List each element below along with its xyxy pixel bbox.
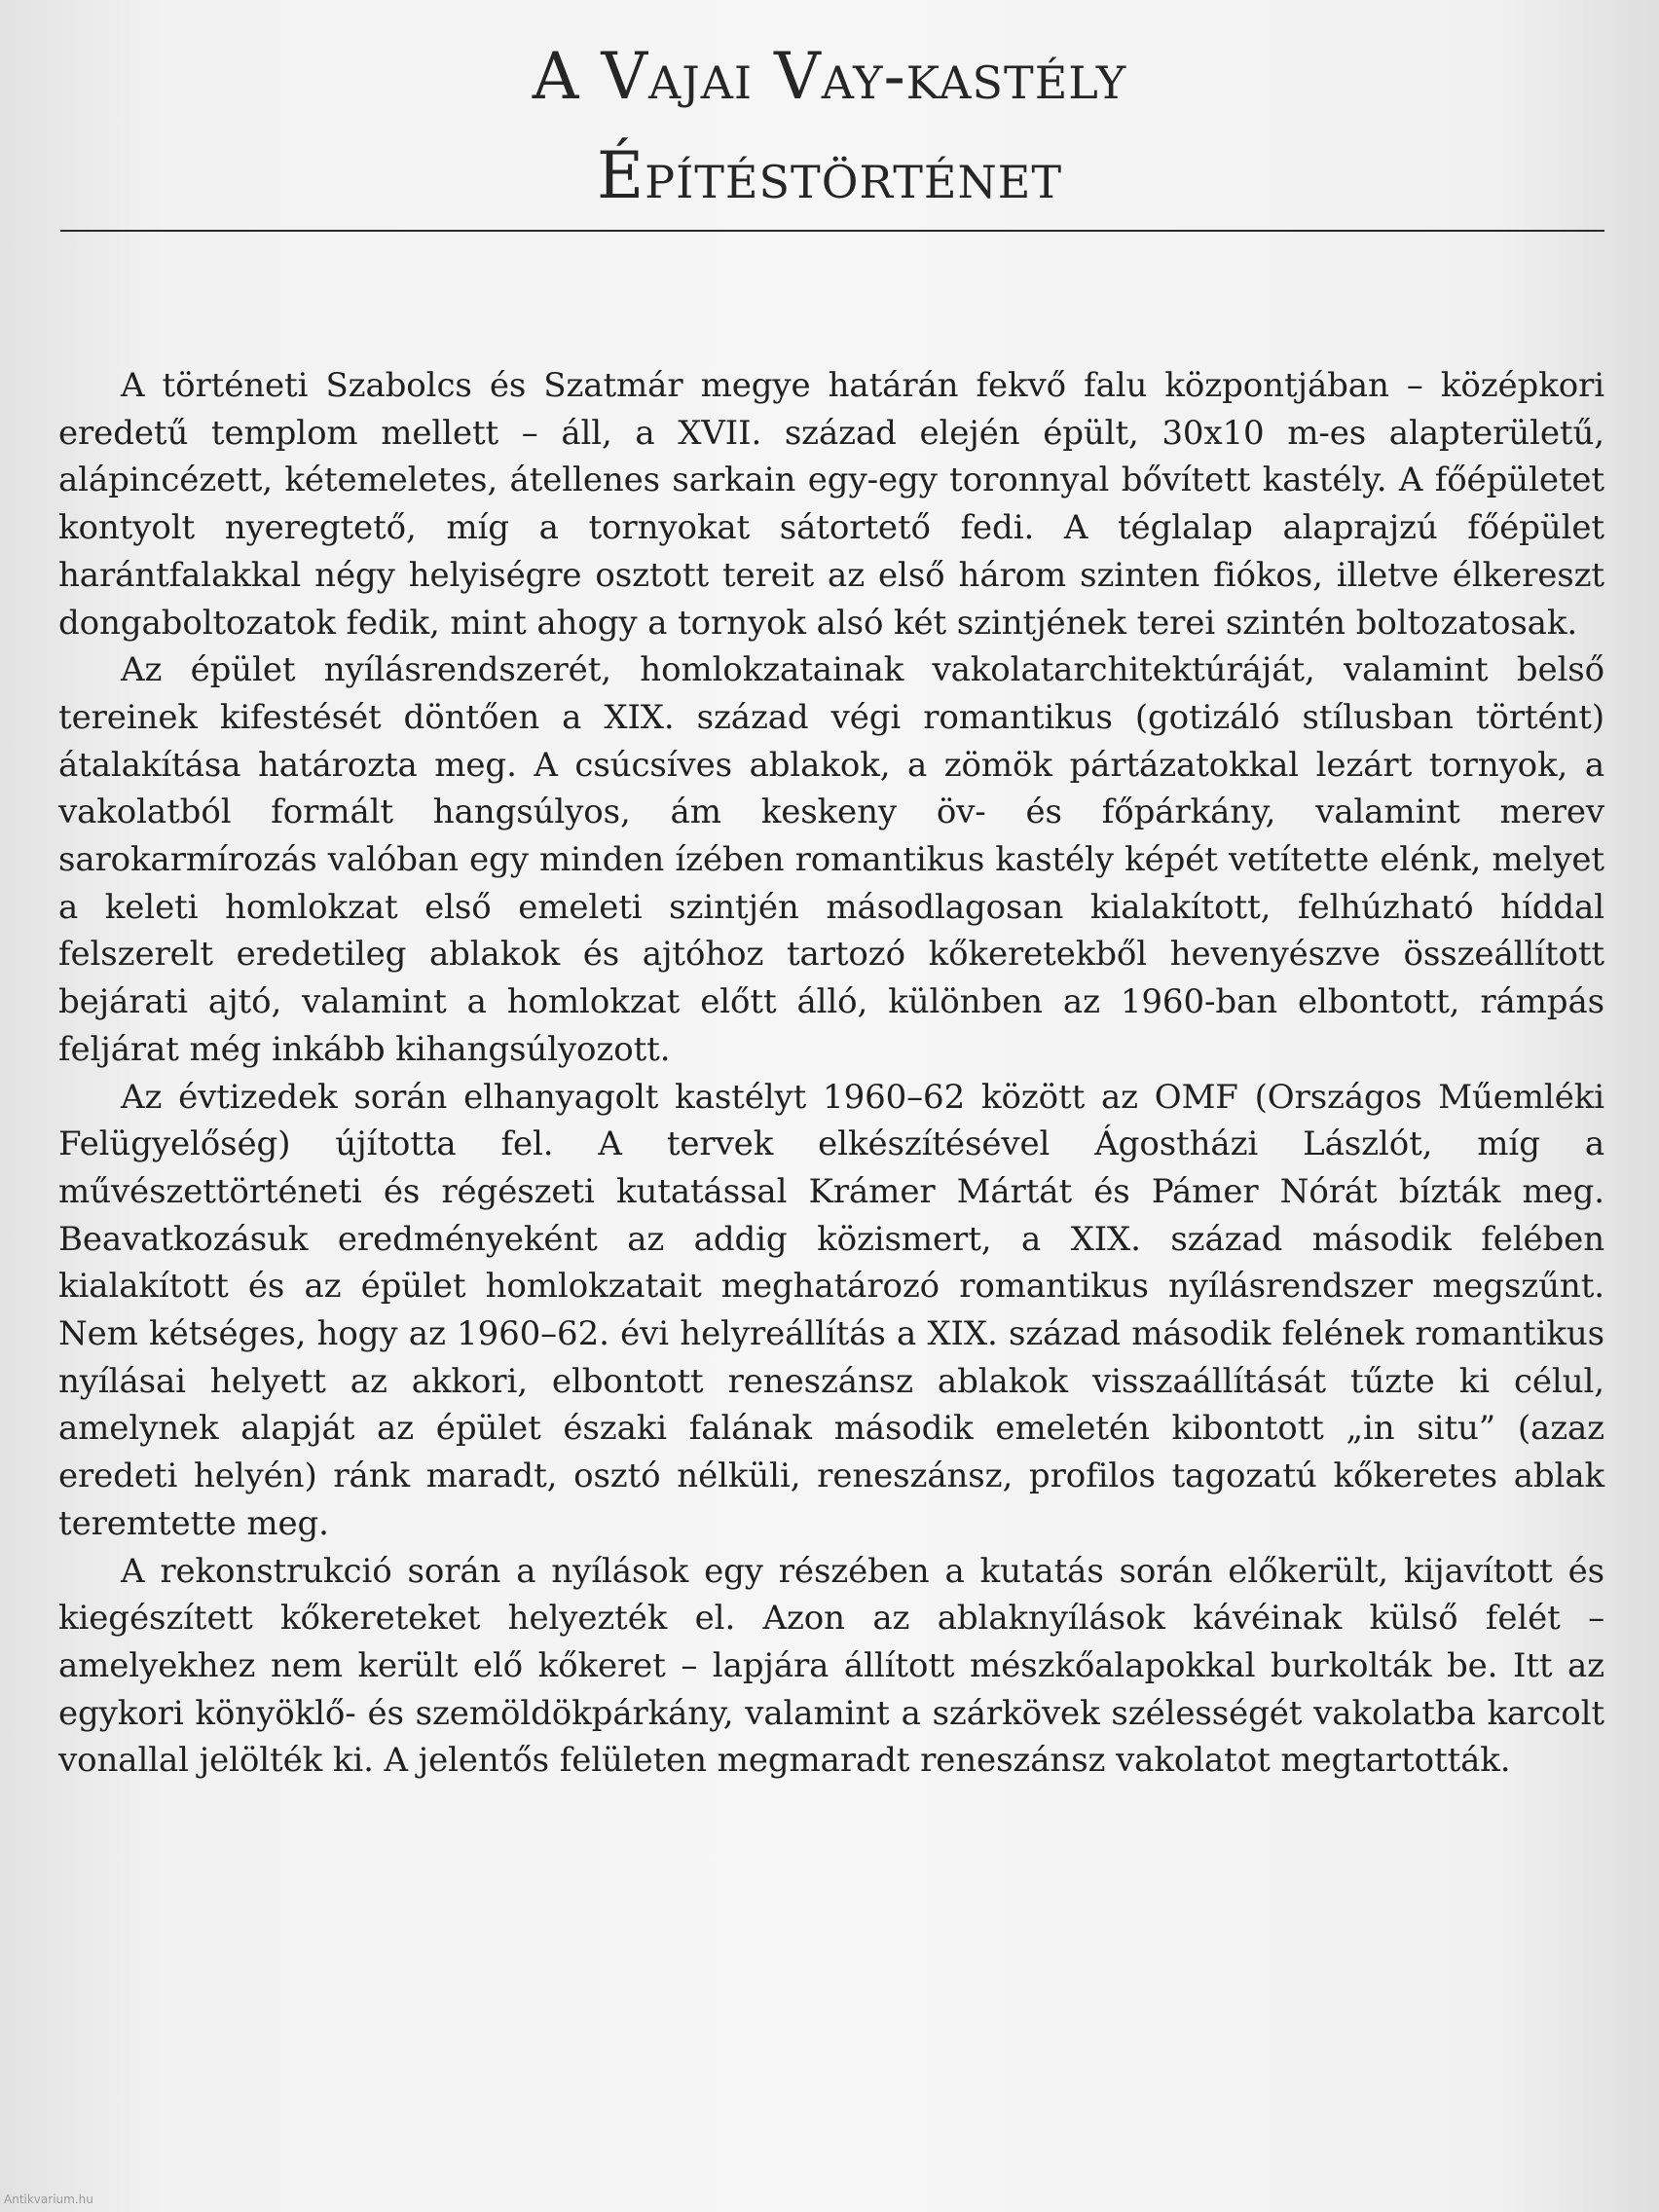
paragraph-3: Az évtizedek során elhanyagolt kastélyt 1960–62 között az OMF (Országos Műemléki Felügyelőség) újította fel. A tervek elkészítésével Ágostházi Lászlót, míg a művészettörténeti és régészeti kutatással Krámer Mártát és Pámer Nórát bízták meg. Beavatkozásuk eredményeként az addig közismert, a XIX. század második felében kialakított és az épület homlokzatait meghatározó romantikus nyílásrendszer megszűnt. Nem kétséges, hogy az 1960–62. évi helyreállítás a XIX. század második felének romantikus nyílásai helyett az akkori, elbontott reneszánsz ablakok visszaállítását tűzte ki célul, amelynek alapját az épület északi falának második emeletén kibontott „in situ” (azaz eredeti helyén) ránk maradt, osztó nélküli, reneszánsz, profilos tagozatú kőkeretes ablak teremtette meg.: [58, 1077, 1604, 1543]
paragraph-1: A történeti Szabolcs és Szatmár megye határán fekvő falu központjában – középkori eredetű templom mellett – áll, a XVII. század elején épült, 30x10 m-es alapterületű, alápincézett, kétemeletes, átellenes sarkain egy-egy toronnyal bővített kastély. A főépületet kontyolt nyeregtető, míg a tornyokat sátortető fedi. A téglalap alaprajzú főépület harántfalakkal négy helyiségre osztott tereit az első három szinten fiókos, illetve élkereszt dongaboltozatok fedik, mint ahogy a tornyok alsó két szintjének terei szintén boltozatosak.: [58, 366, 1604, 643]
title-line-2: Építéstörténet: [596, 138, 1063, 213]
watermark: Antikvarium.hu: [4, 2193, 93, 2206]
paragraph-4: A rekonstrukció során a nyílások egy részében a kutatás során előkerült, kijavított és kiegészített kőkereteket helyezték el. Azon az ablaknyílások kávéinak külső felét – amelyekhez nem került elő kőkeret – lapjára állított mészkőalapokkal burkolták be. Itt az egykori könyöklő- és szemöldökpárkány, valamint a szárkövek szélességét vakolatba karcolt vonallal jelölték ki. A jelentős felületen megmaradt reneszánsz vakolatot megtartották.: [58, 1551, 1604, 1781]
title-divider: [60, 230, 1604, 232]
paragraph-2: Az épület nyílásrendszerét, homlokzatainak vakolatarchitektúráját, valamint belső tereinek kifestését döntően a XIX. század végi romantikus (gotizáló stílusban történt) átalakítása határozta meg. A csúcsíves ablakok, a zömök pártázatokkal lezárt tornyok, a vakolatból formált hangsúlyos, ám keskeny öv- és főpárkány, valamint merev sarokarmírozás valóban egy minden ízében romantikus kastély képét vetítette elénk, melyet a keleti homlokzat első emeleti szintjén másodlagosan kialakított, felhúzható híddal felszerelt eredetileg ablakok és ajtóhoz tartozó kőkeretekből hevenyészve összeállított bejárati ajtó, valamint a homlokzat előtt álló, különben az 1960-ban elbontott, rámpás feljárat még inkább kihangsúlyozott.: [58, 650, 1604, 1069]
article-body: [58, 362, 1604, 1785]
page-title: [0, 27, 1659, 226]
title-line-1: A Vajai Vay-kastély: [532, 39, 1127, 114]
